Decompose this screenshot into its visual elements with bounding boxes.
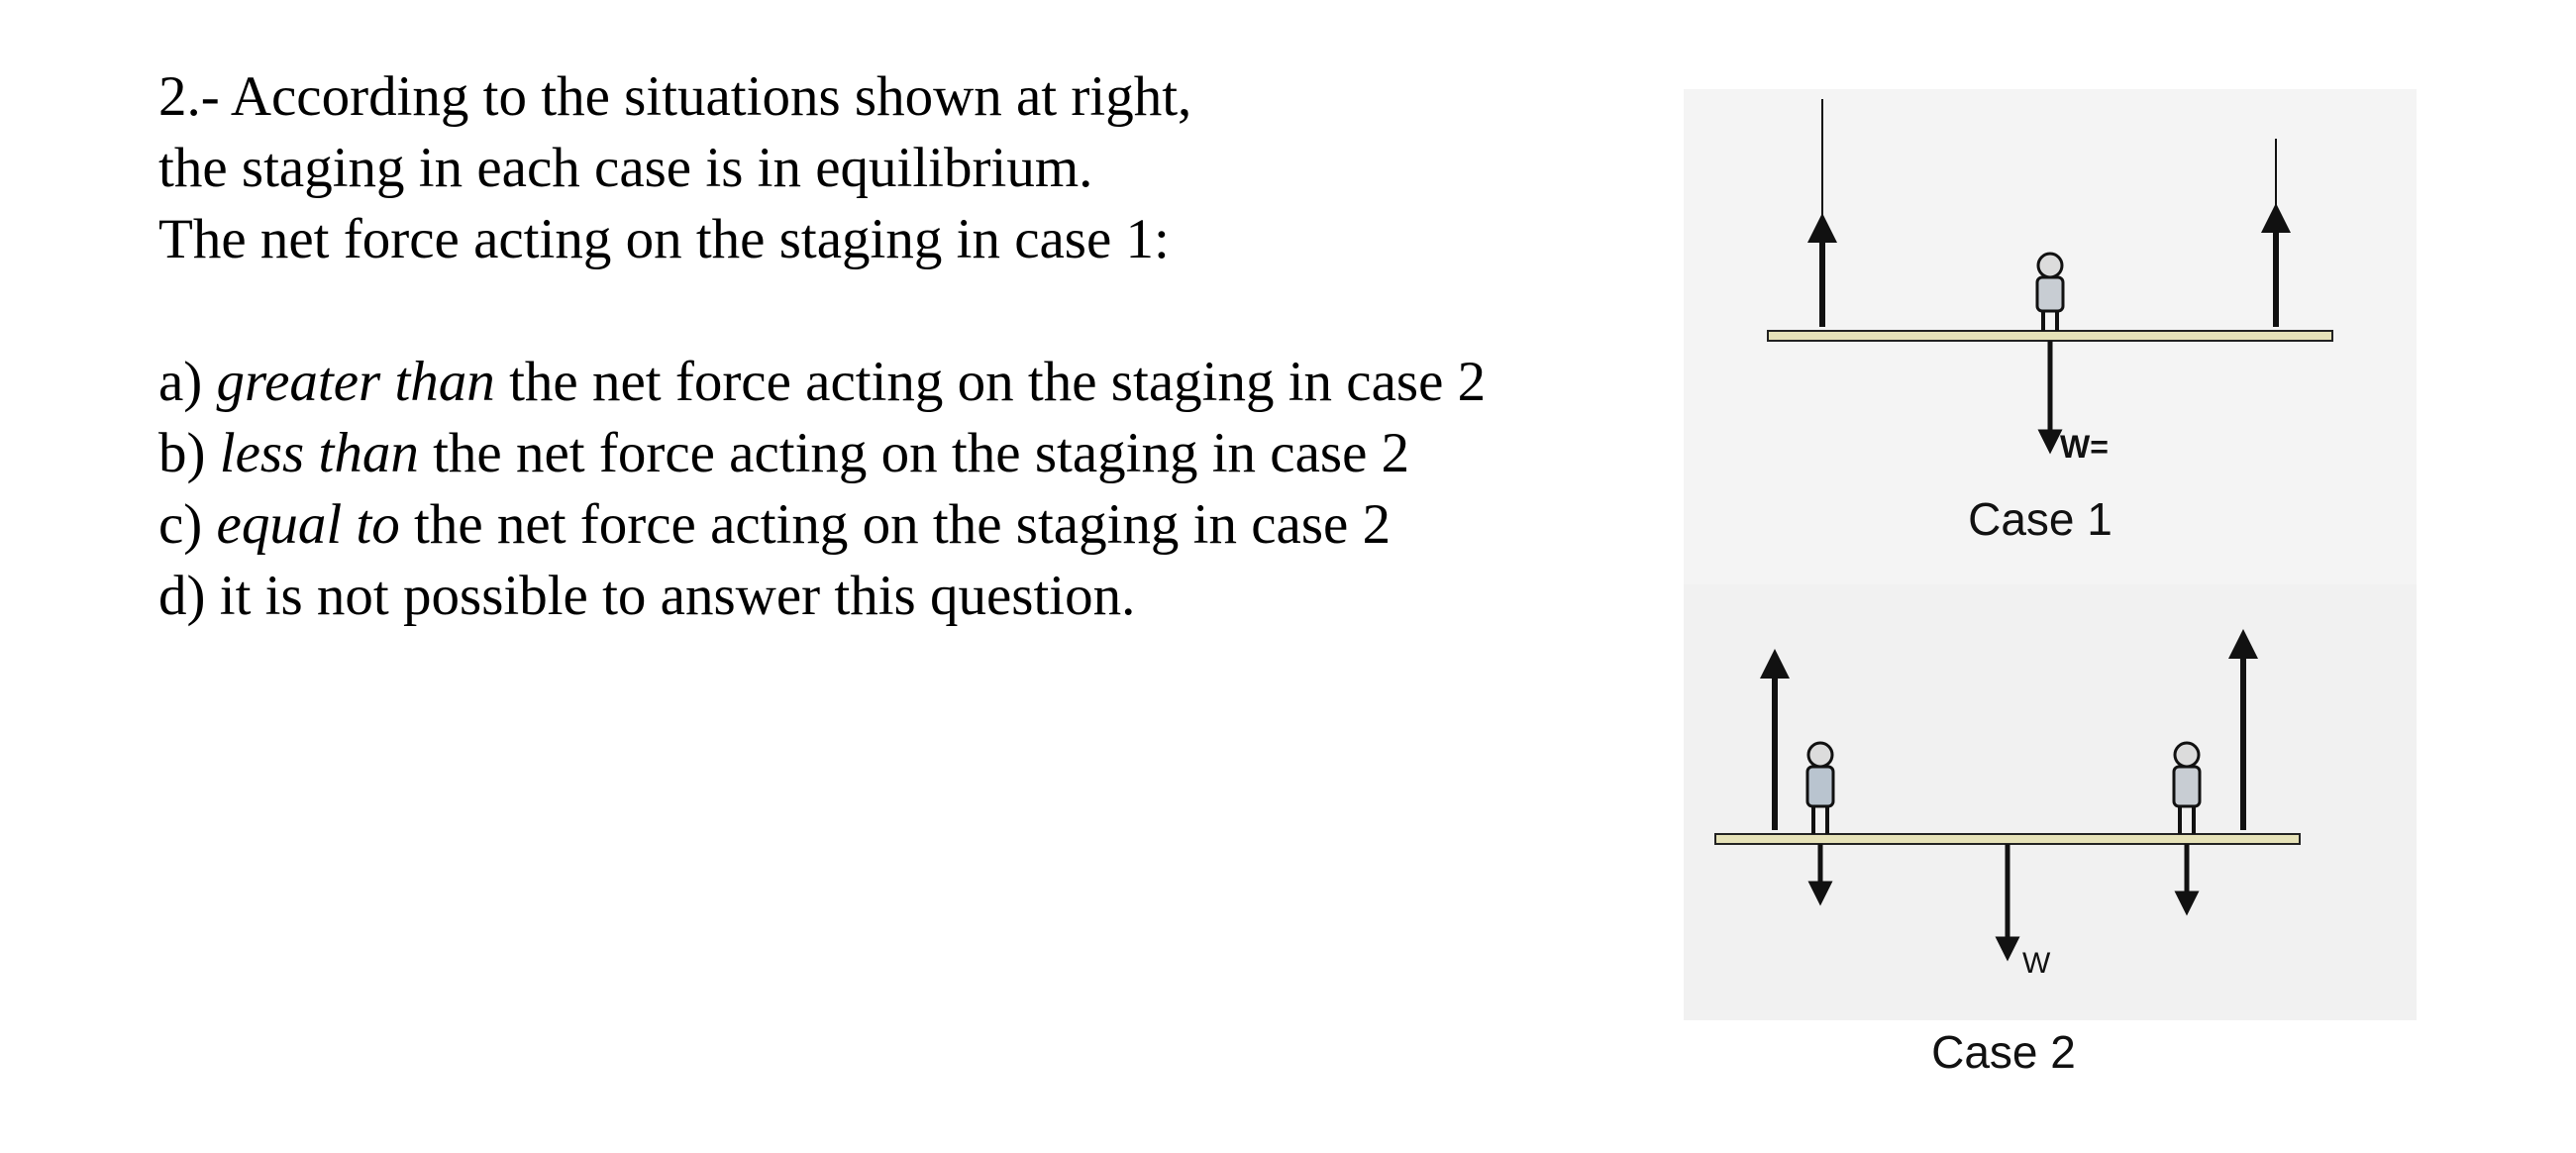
option-d-text: it is not possible to answer this question. [205, 565, 1136, 627]
option-c-letter: c) [158, 493, 203, 556]
option-d-letter: d) [158, 565, 206, 627]
option-c-text: the net force acting on the staging in case 2 [399, 493, 1391, 556]
case1-label: Case 1 [1968, 493, 2112, 545]
case1-weight-label: W= [2060, 429, 2109, 465]
option-a[interactable] [158, 347, 1644, 418]
case2-weight-label: W [2022, 947, 2051, 980]
option-a-emphasis: greater than [216, 351, 495, 413]
question-line-3: The net force acting on the staging in case 1: [158, 208, 1170, 270]
question-line-1: 2.- According to the situations shown at right, [158, 65, 1192, 128]
option-a-text: the net force acting on the staging in case 2 [494, 351, 1487, 413]
option-b-text: the net force acting on the staging in case 2 [418, 422, 1410, 484]
option-b-letter: b) [158, 422, 206, 484]
option-c-emphasis: equal to [216, 493, 400, 556]
option-b[interactable] [158, 418, 1644, 489]
option-d[interactable] [158, 561, 1644, 632]
staging-diagram [1674, 69, 2426, 1100]
option-a-letter: a) [158, 351, 203, 413]
option-b-emphasis: less than [219, 422, 419, 484]
question-block [158, 61, 1644, 632]
staging-figure [1674, 69, 2426, 1100]
case2-label: Case 2 [1931, 1026, 2076, 1078]
case2-plank [1715, 834, 2300, 844]
option-c[interactable] [158, 489, 1644, 561]
case1-plank [1768, 331, 2332, 341]
question-line-2: the staging in each case is in equilibrium. [158, 137, 1093, 199]
answer-options [158, 347, 1644, 632]
